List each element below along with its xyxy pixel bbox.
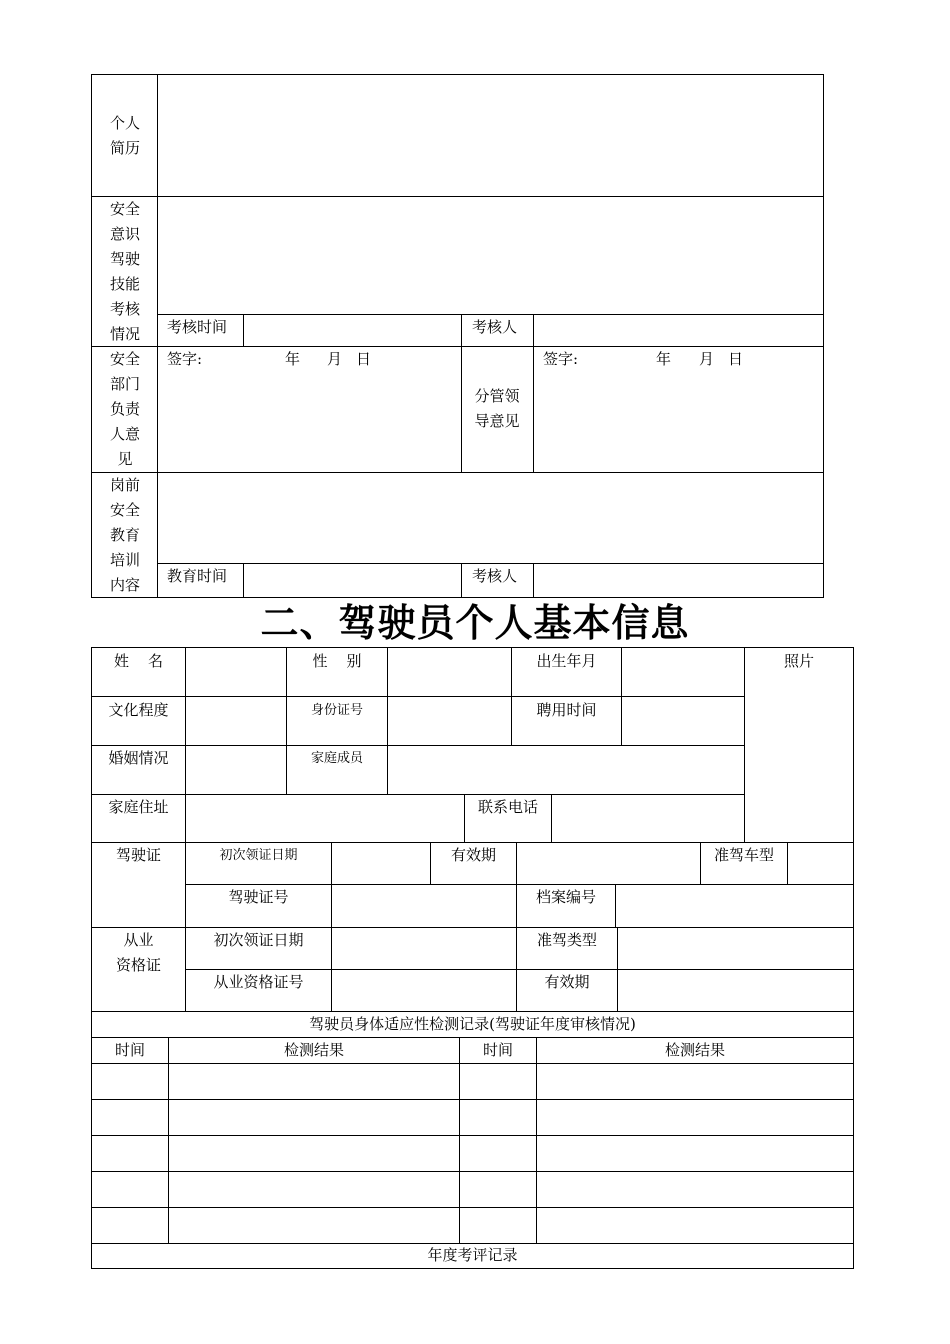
assess-time-label: 考核时间 [167, 318, 228, 336]
training-content-label: 岗前 安全 教育 培训 内容 [109, 476, 140, 594]
name-label: 姓 名 [113, 652, 164, 670]
address-label: 家庭住址 [108, 798, 169, 816]
phone-label: 联系电话 [477, 798, 538, 816]
month-right: 月 [699, 350, 715, 368]
month-left: 月 [327, 350, 343, 368]
qualification-label: 从业 资格证 [115, 931, 161, 974]
license-number-label: 驾驶证号 [228, 888, 289, 906]
hire-time-label: 聘用时间 [536, 701, 597, 719]
edu-time-label: 教育时间 [167, 567, 228, 585]
education-label: 文化程度 [108, 701, 169, 719]
license-first-date-label: 初次领证日期 [219, 848, 298, 863]
section-title: 二、驾驶员个人基本信息 [260, 601, 690, 645]
marital-label: 婚姻情况 [108, 749, 169, 767]
year-right: 年 [656, 350, 672, 368]
checkup-result-header-2: 检测结果 [664, 1041, 725, 1059]
checkup-result-header-1: 检测结果 [283, 1041, 344, 1059]
checkup-title: 驾驶员身体适应性检测记录(驾驶证年度审核情况) [309, 1015, 636, 1033]
safety-assessment-label: 安全 意识 驾驶 技能 考核 情况 [109, 200, 140, 343]
qual-first-date-label: 初次领证日期 [213, 931, 304, 949]
sign-left-label: 签字: [167, 350, 203, 368]
resume-label: 个人 简历 [109, 114, 140, 157]
leader-opinion-label: 分管领 导意见 [474, 387, 520, 430]
vehicle-type-label: 准驾车型 [713, 846, 774, 864]
cert-number-label: 从业资格证号 [213, 973, 304, 991]
gender-label: 性 别 [312, 652, 362, 670]
checkup-time-header-1: 时间 [114, 1041, 145, 1059]
family-members-label: 家庭成员 [310, 751, 363, 766]
day-right: 日 [728, 350, 744, 368]
drive-type-label: 准驾类型 [536, 931, 597, 949]
license-valid-label: 有效期 [450, 846, 496, 864]
assessor2-label: 考核人 [472, 567, 518, 585]
dept-head-opinion-label: 安全 部门 负责 人意 见 [109, 350, 140, 468]
checkup-time-header-2: 时间 [482, 1041, 513, 1059]
id-number-label: 身份证号 [310, 703, 363, 718]
year-left: 年 [285, 350, 301, 368]
birth-label: 出生年月 [536, 652, 597, 670]
photo-label: 照片 [783, 652, 814, 670]
annual-review-title: 年度考评记录 [427, 1246, 518, 1264]
file-number-label: 档案编号 [535, 888, 596, 906]
day-left: 日 [356, 350, 372, 368]
qual-valid-label: 有效期 [544, 973, 590, 991]
sign-right-label: 签字: [543, 350, 579, 368]
license-label: 驾驶证 [115, 846, 161, 864]
assessor-label: 考核人 [472, 318, 518, 336]
